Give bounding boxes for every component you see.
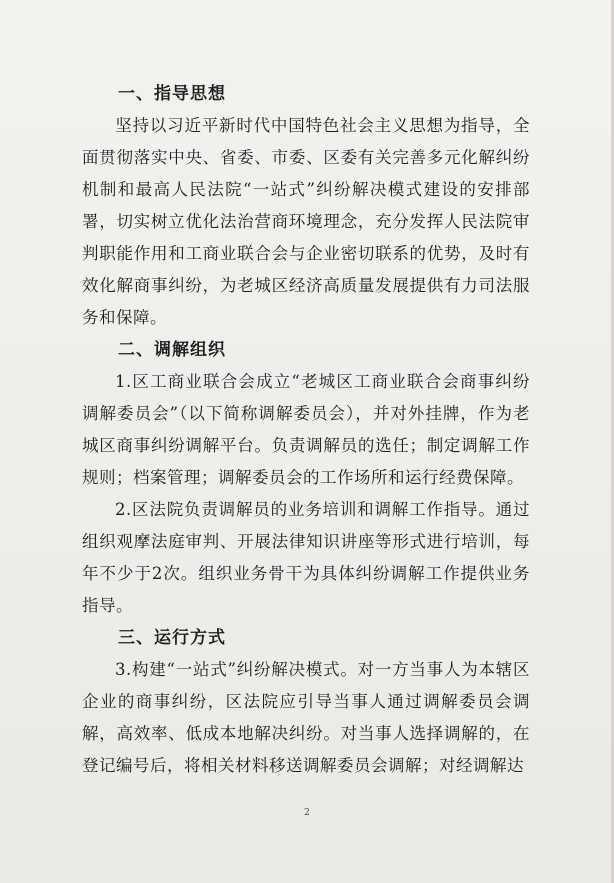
paragraph-mediation-1: 1.区工商业联合会成立“老城区工商业联合会商事纠纷调解委员会”（以下简称调解委员会），并对外挂牌，作为老城区商事纠纷调解平台。负责调解员的选任；制定调解工作规则；档案管理；调解委员会的工作场所和运行经费保障。 (82, 372, 530, 487)
paragraph-operation-3: 3.构建“一站式”纠纷解决模式。对一方当事人为本辖区企业的商事纠纷，区法院应引导当事人通过调解委员会调解，高效率、低成本地解决纠纷。对当事人选择调解的，在登记编号后，将相关材料移送调解委员会调解；对经调解达 (82, 660, 530, 775)
paragraph-guiding-ideology: 坚持以习近平新时代中国特色社会主义思想为指导，全面贯彻落实中央、省委、市委、区委有关完善多元化解纠纷机制和最高人民法院“一站式”纠纷解决模式建设的安排部署，切实树立优化法治营商环境理念，充分发挥人民法院审判职能作用和工商业联合会与企业密切联系的优势，及时有效化解商事纠纷，为老城区经济高质量发展提供有力司法服务和保障。 (82, 116, 530, 327)
page-number: 2 (304, 808, 310, 818)
section-heading-mediation-organization: 二、调解组织 (118, 340, 226, 360)
section-heading-guiding-ideology: 一、指导思想 (118, 84, 226, 104)
section-heading-operation-mode: 三、运行方式 (118, 628, 226, 648)
paragraph-mediation-2: 2.区法院负责调解员的业务培训和调解工作指导。通过组织观摩法庭审判、开展法律知识讲座等形式进行培训，每年不少于2次。组织业务骨干为具体纠纷调解工作提供业务指导。 (82, 500, 530, 615)
document-body (82, 78, 530, 782)
